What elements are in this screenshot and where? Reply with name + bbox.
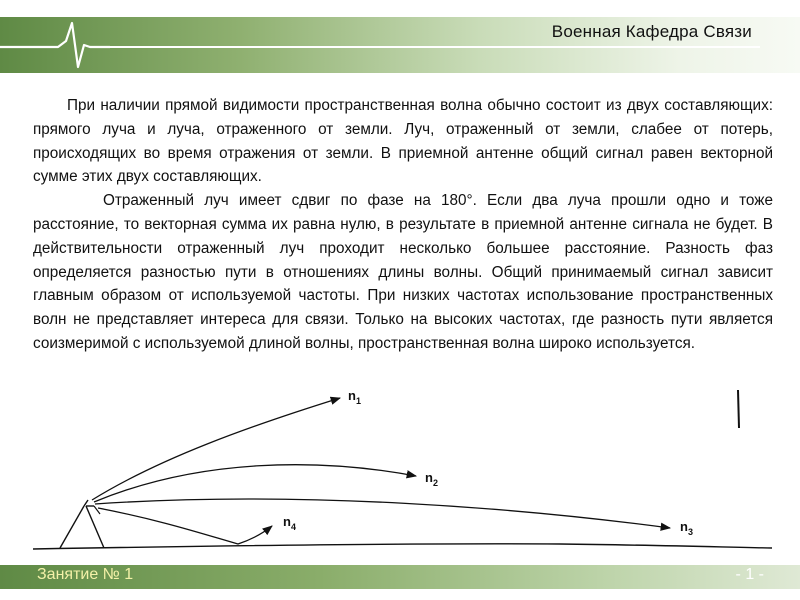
- label-n2: $n_2$: [425, 470, 438, 488]
- ray-n3: [95, 499, 670, 528]
- ground-line: [33, 544, 772, 549]
- label-n4: $n_4$: [283, 514, 296, 532]
- signal-pulse-icon: [0, 17, 110, 73]
- body-text: [33, 94, 773, 356]
- page-title: Военная Кафедра Связи: [551, 22, 752, 41]
- footer-band: [0, 565, 800, 589]
- receiver-mark: [738, 390, 739, 428]
- paragraph-1: При наличии прямой видимости пространственная волна обычно состоит из двух составляющих: прямого луча и луча, отраженного от земли. Луч, отраженный от земли, слабее от потерь, происходящих во время отражения от земли. В приемной антенне общий сигнал равен векторной сумме этих двух составляющих.: [33, 97, 773, 186]
- ray-n2: [94, 465, 416, 502]
- lesson-label: Занятие № 1: [37, 566, 134, 583]
- wave-propagation-diagram: [0, 378, 800, 563]
- label-n1: $n_1$: [348, 388, 361, 406]
- header-underline: [108, 46, 760, 48]
- page-number: - 1 -: [735, 566, 764, 583]
- ray-n1: [92, 398, 340, 500]
- ray-n4: [98, 508, 272, 544]
- paragraph-2: Отраженный луч имеет сдвиг по фазе на 180°. Если два луча прошли одно и тоже расстояние, то векторная сумма их равна нулю, в результате в приемной антенне сигнала не будет. В действительности отраженный луч проходит несколько большее расстояние. Разность фаз определяется разностью пути в отношениях длины волны. Общий принимаемый сигнал зависит главным образом от используемой частоты. При низких частотах использование пространственных волн не представляет интереса для связи. Только на высоких частотах, где разность пути является соизмеримой с используемой длиной волны, пространственная волна широко используется.: [33, 192, 773, 352]
- transmitter-tower-icon: [60, 500, 104, 548]
- label-n3: $n_3$: [680, 519, 693, 537]
